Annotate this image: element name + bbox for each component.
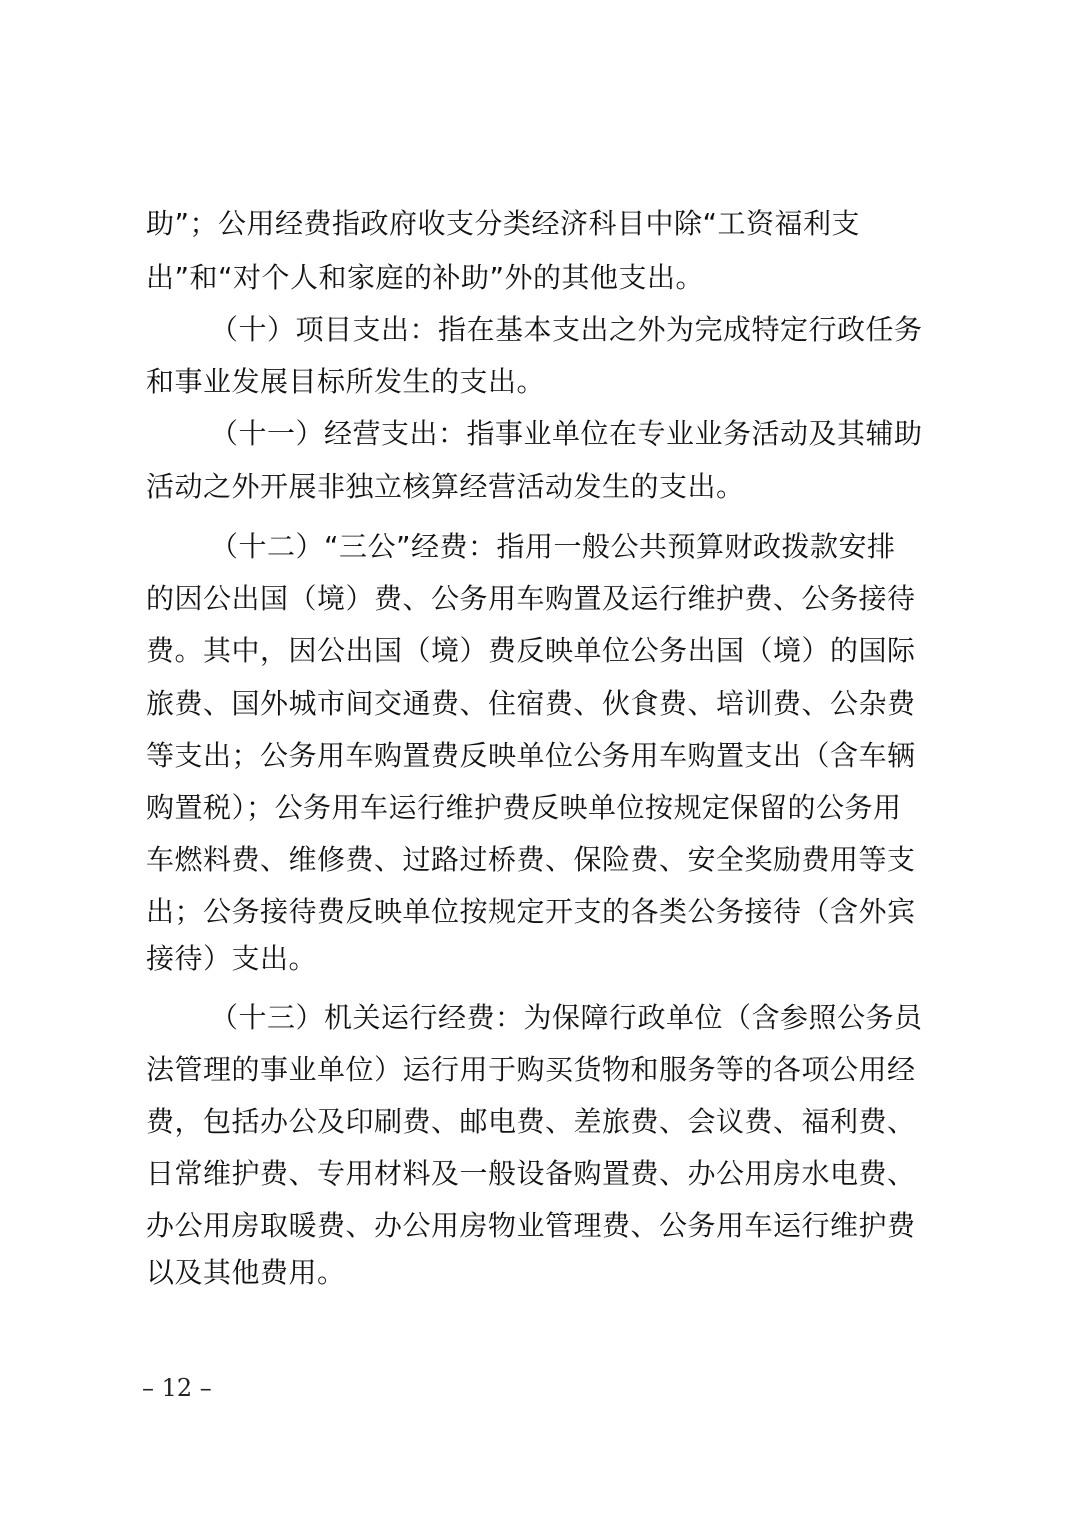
paragraph-11-start: （十一）经营支出：指事业单位在专业业务活动及其辅助 [210,417,923,450]
paragraph-12-start: （十二）“三公”经费：指用一般公共预算财政拨款安排 [210,530,896,563]
text-line: 法管理的事业单位）运行用于购买货物和服务等的各项公用经 [146,1053,916,1086]
paragraph-10-start: （十）项目支出：指在基本支出之外为完成特定行政任务 [210,313,923,346]
text-line: 接待）支出。 [146,942,318,975]
text-line: 和事业发展目标所发生的支出。 [146,365,546,398]
text-line: 费。其中，因公出国（境）费反映单位公务出国（境）的国际 [146,634,916,667]
text-line: 办公用房取暖费、办公用房物业管理费、公务用车运行维护费 [146,1209,916,1242]
text-line: 出”和“对个人和家庭的补助”外的其他支出。 [146,261,705,294]
text-line: 活动之外开展非独立核算经营活动发生的支出。 [146,470,745,503]
text-line: 车燃料费、维修费、过路过桥费、保险费、安全奖励费用等支 [146,843,916,876]
text-line: 的因公出国（境）费、公务用车购置及运行维护费、公务接待 [146,582,916,615]
text-line: 旅费、国外城市间交通费、住宿费、伙食费、培训费、公杂费 [146,687,916,720]
text-line: 等支出；公务用车购置费反映单位公务用车购置支出（含车辆 [146,739,916,772]
text-line: 日常维护费、专用材料及一般设备购置费、办公用房水电费、 [146,1157,916,1190]
text-line: 以及其他费用。 [146,1256,346,1289]
text-line: 购置税）；公务用车运行维护费反映单位按规定保留的公务用 [146,791,902,824]
text-line: 出；公务接待费反映单位按规定开支的各类公务接待（含外宾 [146,895,916,928]
text-line: 费，包括办公及印刷费、邮电费、差旅费、会议费、福利费、 [146,1105,916,1138]
text-line: 助”；公用经费指政府收支分类经济科目中除“工资福利支 [146,207,861,240]
paragraph-13-start: （十三）机关运行经费：为保障行政单位（含参照公务员 [210,1001,923,1034]
page-number: – 12 – [142,1374,212,1402]
